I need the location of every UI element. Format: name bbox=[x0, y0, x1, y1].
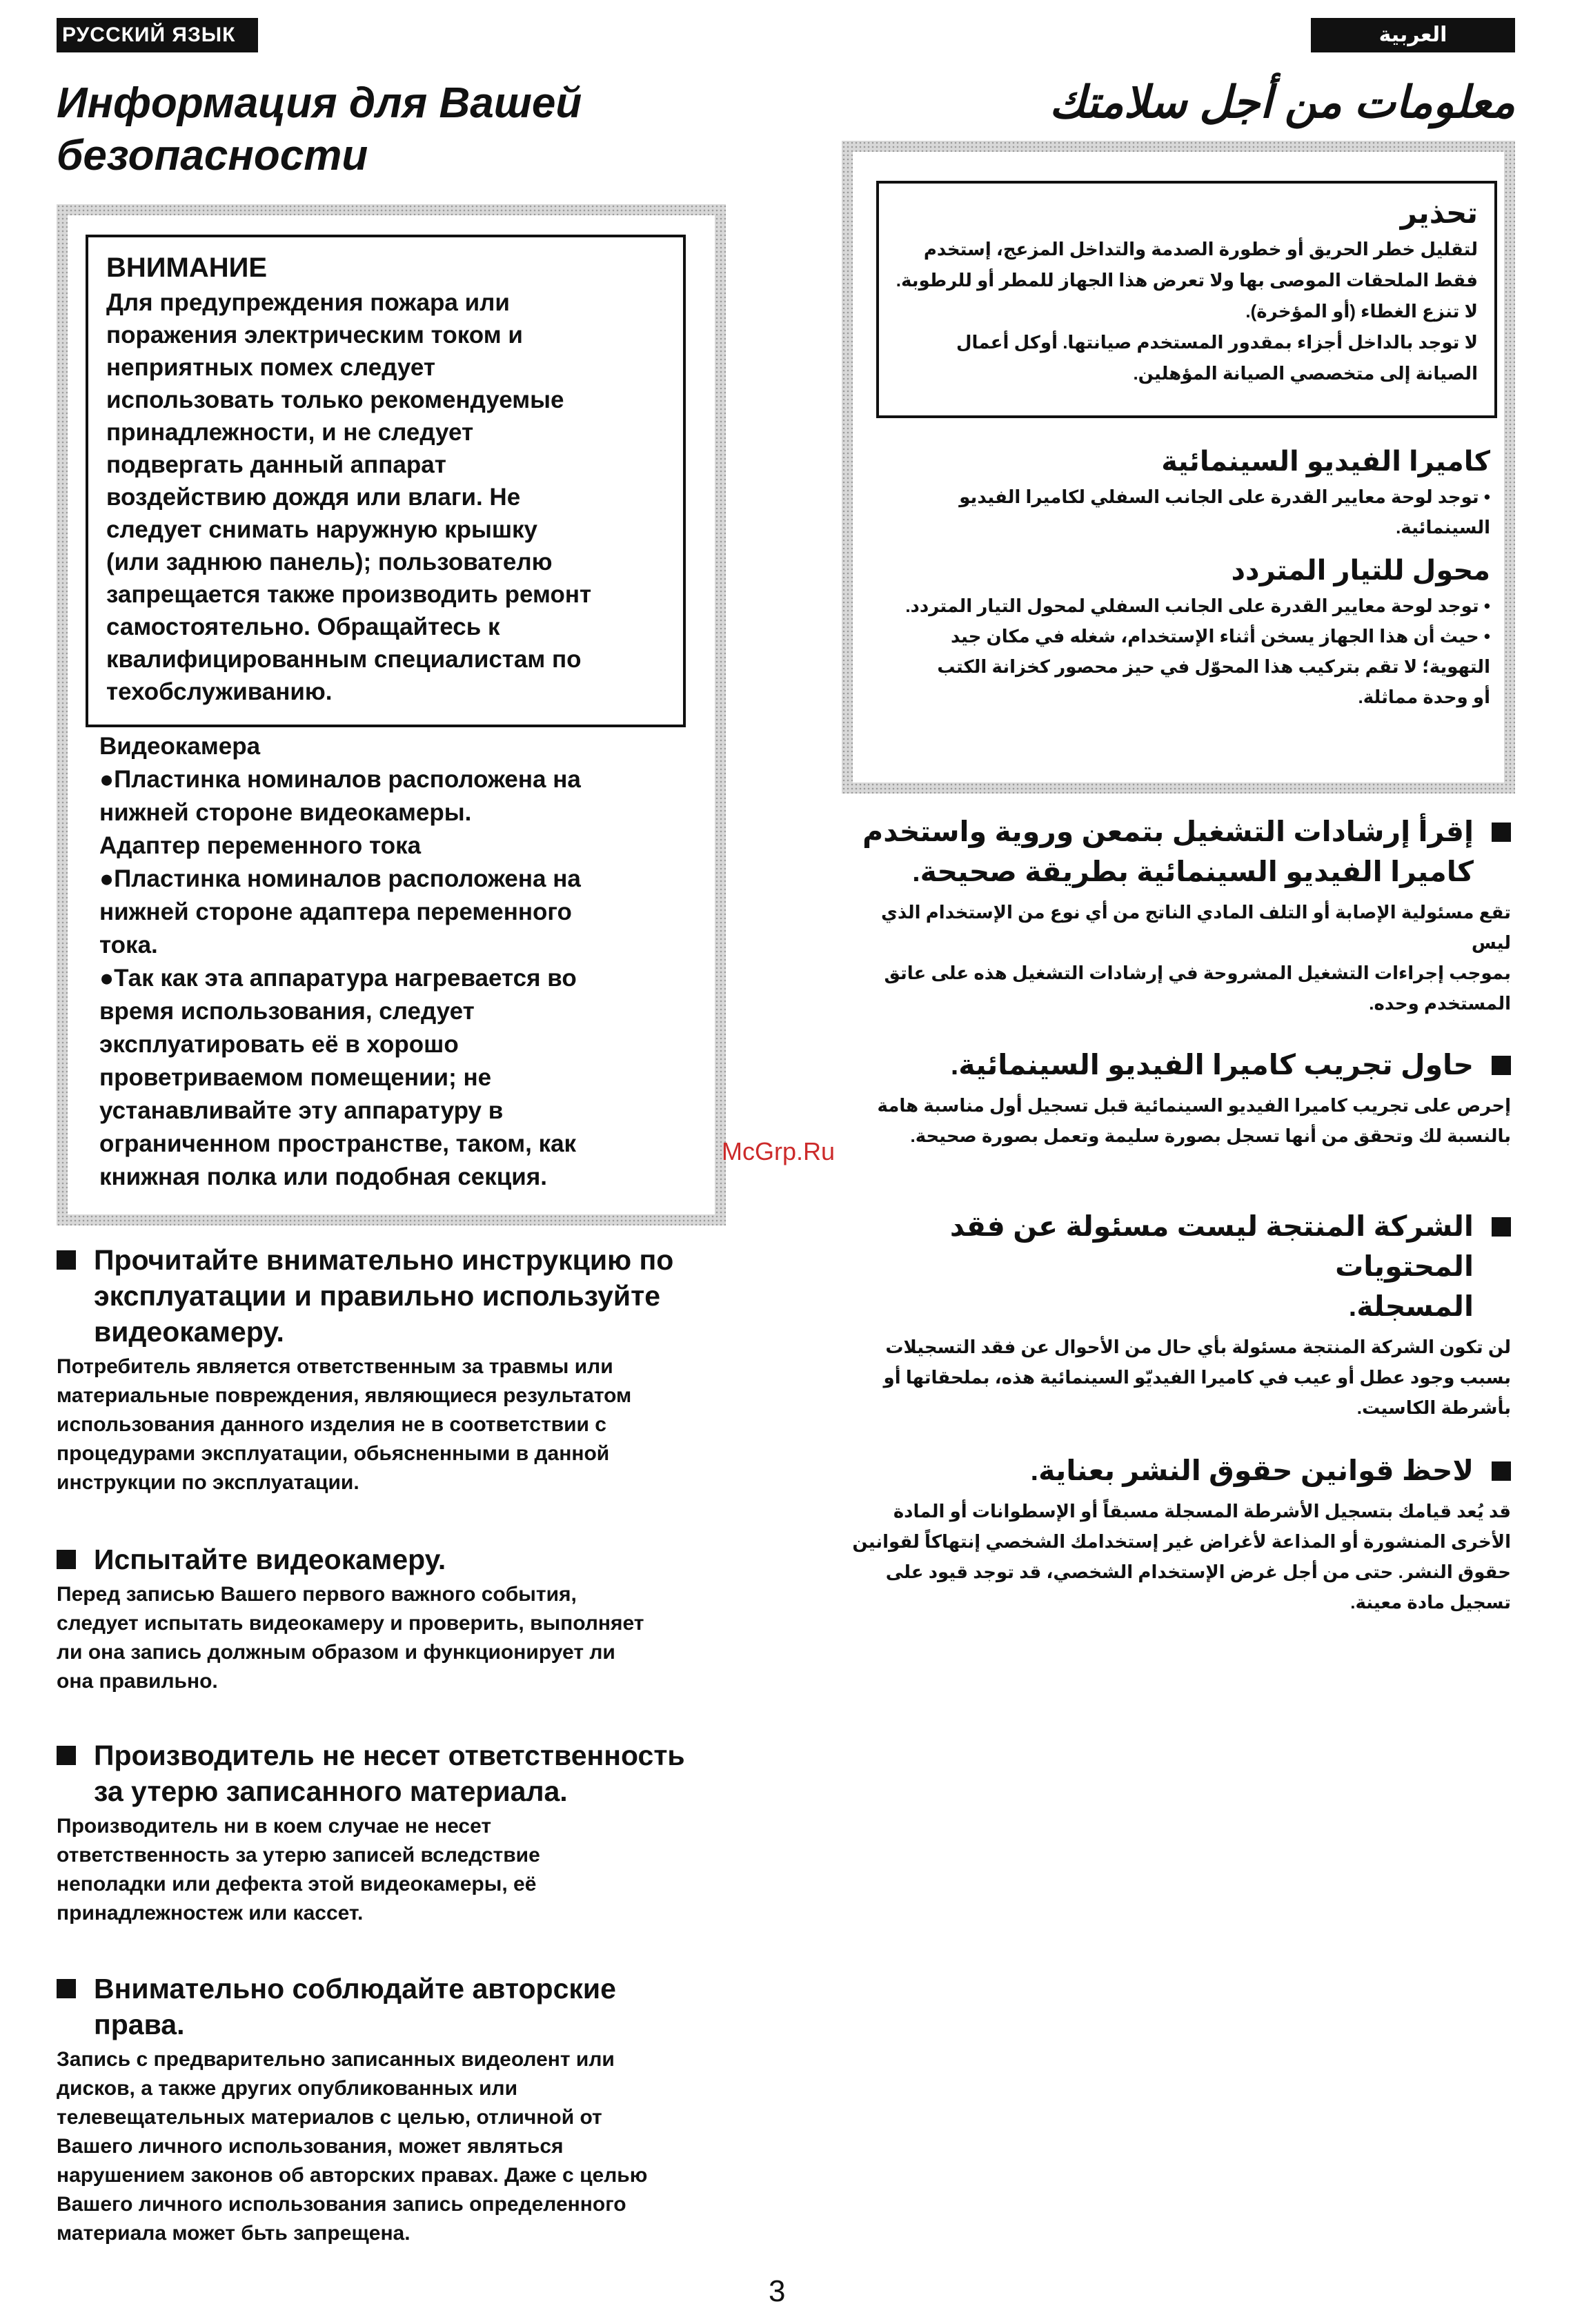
heading-line: لاحظ قوانين حقوق النشر بعناية. bbox=[1030, 1455, 1474, 1486]
adapter-bullet-rating bbox=[99, 863, 700, 962]
page-title-arabic: معلومات من أجل سلامتك bbox=[1049, 77, 1515, 127]
body-line: إحرص على تجريب كاميرا الفيديو السينمائية قبل تسجيل أول مناسبة هامة bbox=[877, 1095, 1511, 1116]
section-read-instructions-ru bbox=[57, 1242, 733, 1497]
body-line: использования данного изделия не в соответствии с bbox=[57, 1413, 606, 1436]
bullet-line: ●Пластинка номиналов расположена на bbox=[99, 766, 581, 793]
section-bullet-square bbox=[57, 1550, 76, 1569]
section-test-camera-ar bbox=[842, 1045, 1511, 1151]
warning-line: فقط الملحقات الموصى بها ولا تعرض هذا الجهاز للمطر أو للرطوبة. bbox=[896, 270, 1478, 290]
section-body bbox=[57, 2045, 746, 2248]
body-line: ответственность за утерю записей вследствие bbox=[57, 1844, 540, 1867]
bullet-line: التهوية؛ لا تقم بتركيب هذا المحوّل في حيز محصور كخزانة الكتب bbox=[937, 656, 1490, 677]
warning-line: (или заднюю панель); пользователю bbox=[106, 549, 553, 575]
body-line: принадлежностеж или кассет. bbox=[57, 1902, 364, 1924]
warning-title: ВНИМАНИЕ bbox=[106, 253, 268, 283]
heading-line: Испытайте видеокамеру. bbox=[94, 1544, 446, 1575]
warning-title: تحذير bbox=[1400, 197, 1478, 229]
section-body bbox=[57, 1812, 746, 1928]
warning-line: квалифицированным специалистам по bbox=[106, 646, 582, 673]
section-heading bbox=[842, 1450, 1474, 1490]
body-line: لن تكون الشركة المنتجة مسئولة بأي حال من الأحوال عن فقد التسجيلات bbox=[885, 1337, 1511, 1357]
warning-box-arabic bbox=[876, 181, 1497, 418]
body-line: она правильно. bbox=[57, 1670, 218, 1693]
body-line: процедурами эксплуатации, обьясненными в данной bbox=[57, 1442, 610, 1465]
section-body bbox=[57, 1352, 733, 1497]
body-line: дисков, а также других опубликованных или bbox=[57, 2077, 518, 2100]
body-line: материальные повреждения, являющиеся результатом bbox=[57, 1384, 632, 1407]
bullet-line: тока. bbox=[99, 932, 158, 958]
heading-line: права. bbox=[94, 2009, 185, 2040]
language-tag-russian: РУССКИЙ ЯЗЫК bbox=[57, 18, 258, 52]
section-bullet-square bbox=[1492, 1461, 1511, 1481]
body-line: инструкции по эксплуатации. bbox=[57, 1471, 359, 1494]
section-body bbox=[842, 1090, 1511, 1151]
bullet-line: время использования, следует bbox=[99, 998, 475, 1025]
bullet-line: нижней стороне адаптера переменного bbox=[99, 898, 572, 925]
section-heading bbox=[94, 1971, 616, 2042]
body-line: Производитель ни в коем случае не несет bbox=[57, 1815, 492, 1838]
body-line: الأخرى المنشورة أو المذاعة لأغراض غير إستخدامك الشخصي إنتهاكاً لقوانين bbox=[852, 1531, 1511, 1552]
heading-line: المسجلة. bbox=[1348, 1290, 1474, 1322]
bullet-line: проветриваемом помещении; не bbox=[99, 1064, 492, 1091]
warning-line: неприятных помех следует bbox=[106, 354, 436, 381]
heading-line: حاول تجريب كاميرا الفيديو السينمائية. bbox=[950, 1049, 1474, 1081]
body-line: следует испытать видеокамеру и проверить, выполняет bbox=[57, 1612, 644, 1635]
section-heading bbox=[94, 1737, 685, 1809]
heading-line: видеокамеру. bbox=[94, 1316, 284, 1348]
heading-line: إقرأ إرشادات التشغيل بتمعن وروية واستخدم bbox=[862, 816, 1474, 847]
camera-label: Видеокамера bbox=[99, 733, 261, 760]
section-bullet-square bbox=[1492, 1056, 1511, 1075]
warning-box-russian bbox=[86, 235, 686, 727]
camera-bullet bbox=[99, 763, 700, 829]
warning-text bbox=[106, 286, 665, 708]
body-line: المستخدم وحده. bbox=[1369, 993, 1511, 1014]
section-body bbox=[842, 1332, 1511, 1423]
section-bullet-square bbox=[1492, 823, 1511, 842]
warning-line: الصيانة إلى متخصصي الصيانة المؤهلين. bbox=[1133, 363, 1478, 384]
body-line: ли она запись должным образом и функционирует ли bbox=[57, 1641, 615, 1664]
watermark-text: McGrp.Ru bbox=[722, 1137, 836, 1165]
bullet-line: книжная полка или подобная секция. bbox=[99, 1163, 547, 1190]
body-line: حقوق النشر. حتى من أجل غرض الإستخدام الشخصي، قد توجد قيود على bbox=[885, 1562, 1511, 1582]
title-line: Информация для Вашей bbox=[57, 79, 582, 127]
body-line: تسجيل مادة معينة. bbox=[1350, 1592, 1511, 1613]
body-line: تقع مسئولية الإصابة أو التلف المادي الناتج من أي نوع من الإستخدام الذي ليس bbox=[880, 902, 1511, 953]
section-body bbox=[57, 1580, 733, 1696]
bullet-line: ограниченном пространстве, таком, как bbox=[99, 1130, 577, 1157]
warning-line: لتقليل خطر الحريق أو خطورة الصدمة والتداخل المزعج، إستخدم bbox=[923, 239, 1478, 259]
warning-line: запрещается также производить ремонт bbox=[106, 581, 592, 608]
heading-line: эксплуатации и правильно используйте bbox=[94, 1280, 661, 1312]
language-tag-arabic: العربية bbox=[1311, 18, 1515, 52]
body-line: بالنسبة لك وتحقق من أنها تسجل بصورة سليمة وتعمل بصورة صحيحة. bbox=[910, 1125, 1511, 1146]
section-copyright-ru bbox=[57, 1971, 746, 2248]
section-bullet-square bbox=[57, 1250, 76, 1270]
bullet-line: ●Так как эта аппаратура нагревается во bbox=[99, 965, 577, 992]
warning-line: Для предупреждения пожара или bbox=[106, 289, 510, 316]
section-bullet-square bbox=[57, 1746, 76, 1765]
section-manufacturer-liability-ar bbox=[842, 1206, 1511, 1423]
section-manufacturer-liability-ru bbox=[57, 1737, 746, 1928]
body-line: Запись с предварительно записанных видеолент или bbox=[57, 2048, 615, 2071]
body-line: нарушением законов об авторских правах. Даже с целью bbox=[57, 2164, 648, 2187]
heading-line: Прочитайте внимательно инструкцию по bbox=[94, 1244, 674, 1276]
body-line: بموجب إجراءات التشغيل المشروحة في إرشادات التشغيل هذه على عاتق bbox=[884, 963, 1511, 983]
warning-line: поражения электрическим током и bbox=[106, 322, 523, 348]
page-number: 3 bbox=[769, 2274, 786, 2308]
section-bullet-square bbox=[57, 1979, 76, 1998]
bullet-line: أو وحدة مماثلة. bbox=[1358, 687, 1490, 707]
page-title-russian bbox=[57, 77, 726, 182]
section-test-camera-ru bbox=[57, 1542, 733, 1696]
warning-line: самостоятельно. Обращайтесь к bbox=[106, 613, 500, 640]
warning-line: لا توجد بالداخل أجزاء بمقدور المستخدم صيانتها. أوكل أعمال bbox=[956, 332, 1478, 353]
warning-line: следует снимать наружную крышку bbox=[106, 516, 538, 543]
bullet-line: • توجد لوحة معايير القدرة على الجانب السفلي لمحول التيار المتردد. bbox=[905, 595, 1490, 616]
device-notes-russian bbox=[99, 730, 700, 1194]
body-line: Потребитель является ответственным за травмы или bbox=[57, 1355, 613, 1378]
body-line: Вашего личного использования, может являться bbox=[57, 2135, 564, 2158]
camera-label: كاميرا الفيديو السينمائية bbox=[1161, 446, 1490, 477]
section-heading bbox=[842, 1206, 1474, 1326]
body-line: بسبب وجود عطل أو عيب في كاميرا الفيديّو السينمائية هذه، بملحقاتها أو bbox=[883, 1367, 1511, 1388]
section-body bbox=[842, 1496, 1511, 1617]
adapter-bullet-ventilation bbox=[99, 962, 700, 1194]
body-line: неполадки или дефекта этой видеокамеры, её bbox=[57, 1873, 537, 1895]
warning-line: подвергать данный аппарат bbox=[106, 451, 446, 478]
body-line: قد يُعد قيامك بتسجيل الأشرطة المسجلة مسبقاً أو الإسطوانات أو المادة bbox=[893, 1501, 1511, 1522]
body-line: Вашего личного использования запись определенного bbox=[57, 2193, 626, 2216]
warning-line: использовать только рекомендуемые bbox=[106, 386, 564, 413]
bullet-line: эксплуатировать её в хорошо bbox=[99, 1031, 459, 1058]
section-heading bbox=[94, 1242, 673, 1350]
bullet-line: • توجد لوحة معايير القدرة على الجانب السفلي لكاميرا الفيديو bbox=[959, 486, 1490, 507]
heading-line: за утерю записанного материала. bbox=[94, 1775, 568, 1807]
heading-line: الشركة المنتجة ليست مسئولة عن فقد المحتويات bbox=[949, 1210, 1474, 1282]
section-copyright-ar bbox=[842, 1450, 1511, 1617]
adapter-label: محول للتيار المتردد bbox=[1231, 555, 1490, 586]
bullet-line: ●Пластинка номиналов расположена на bbox=[99, 865, 581, 892]
section-heading bbox=[842, 1045, 1474, 1085]
section-bullet-square bbox=[1492, 1217, 1511, 1237]
adapter-label: Адаптер переменного тока bbox=[99, 832, 422, 859]
warning-line: техобслуживанию. bbox=[106, 678, 333, 705]
body-line: بأشرطة الكاسيت. bbox=[1356, 1397, 1511, 1418]
body-line: материала может бьть запрещена. bbox=[57, 2222, 411, 2245]
warning-line: воздействию дождя или влаги. Не bbox=[106, 484, 521, 511]
body-line: телевещательных материалов с целью, отличной от bbox=[57, 2106, 602, 2129]
heading-line: كاميرا الفيديو السينمائية بطريقة صحيحة. bbox=[912, 856, 1474, 887]
section-read-instructions-ar bbox=[842, 811, 1511, 1018]
heading-line: Внимательно соблюдайте авторские bbox=[94, 1973, 616, 2005]
warning-line: لا تنزع الغطاء (أو المؤخرة). bbox=[1245, 301, 1478, 322]
heading-line: Производитель не несет ответственность bbox=[94, 1740, 685, 1771]
bullet-line: устанавливайте эту аппаратуру в bbox=[99, 1097, 504, 1124]
body-line: Перед записью Вашего первого важного события, bbox=[57, 1583, 577, 1606]
warning-line: принадлежности, и не следует bbox=[106, 419, 474, 446]
section-body bbox=[842, 897, 1511, 1018]
section-heading bbox=[842, 811, 1474, 892]
bullet-line: السينمائية. bbox=[1396, 517, 1490, 538]
device-notes-arabic bbox=[876, 442, 1490, 712]
title-line: безопасности bbox=[57, 132, 368, 179]
bullet-line: • حيث أن هذا الجهاز يسخن أثناء الإستخدام، شغله في مكان جيد bbox=[950, 626, 1490, 647]
bullet-line: нижней стороне видеокамеры. bbox=[99, 799, 472, 826]
section-heading bbox=[94, 1542, 446, 1577]
